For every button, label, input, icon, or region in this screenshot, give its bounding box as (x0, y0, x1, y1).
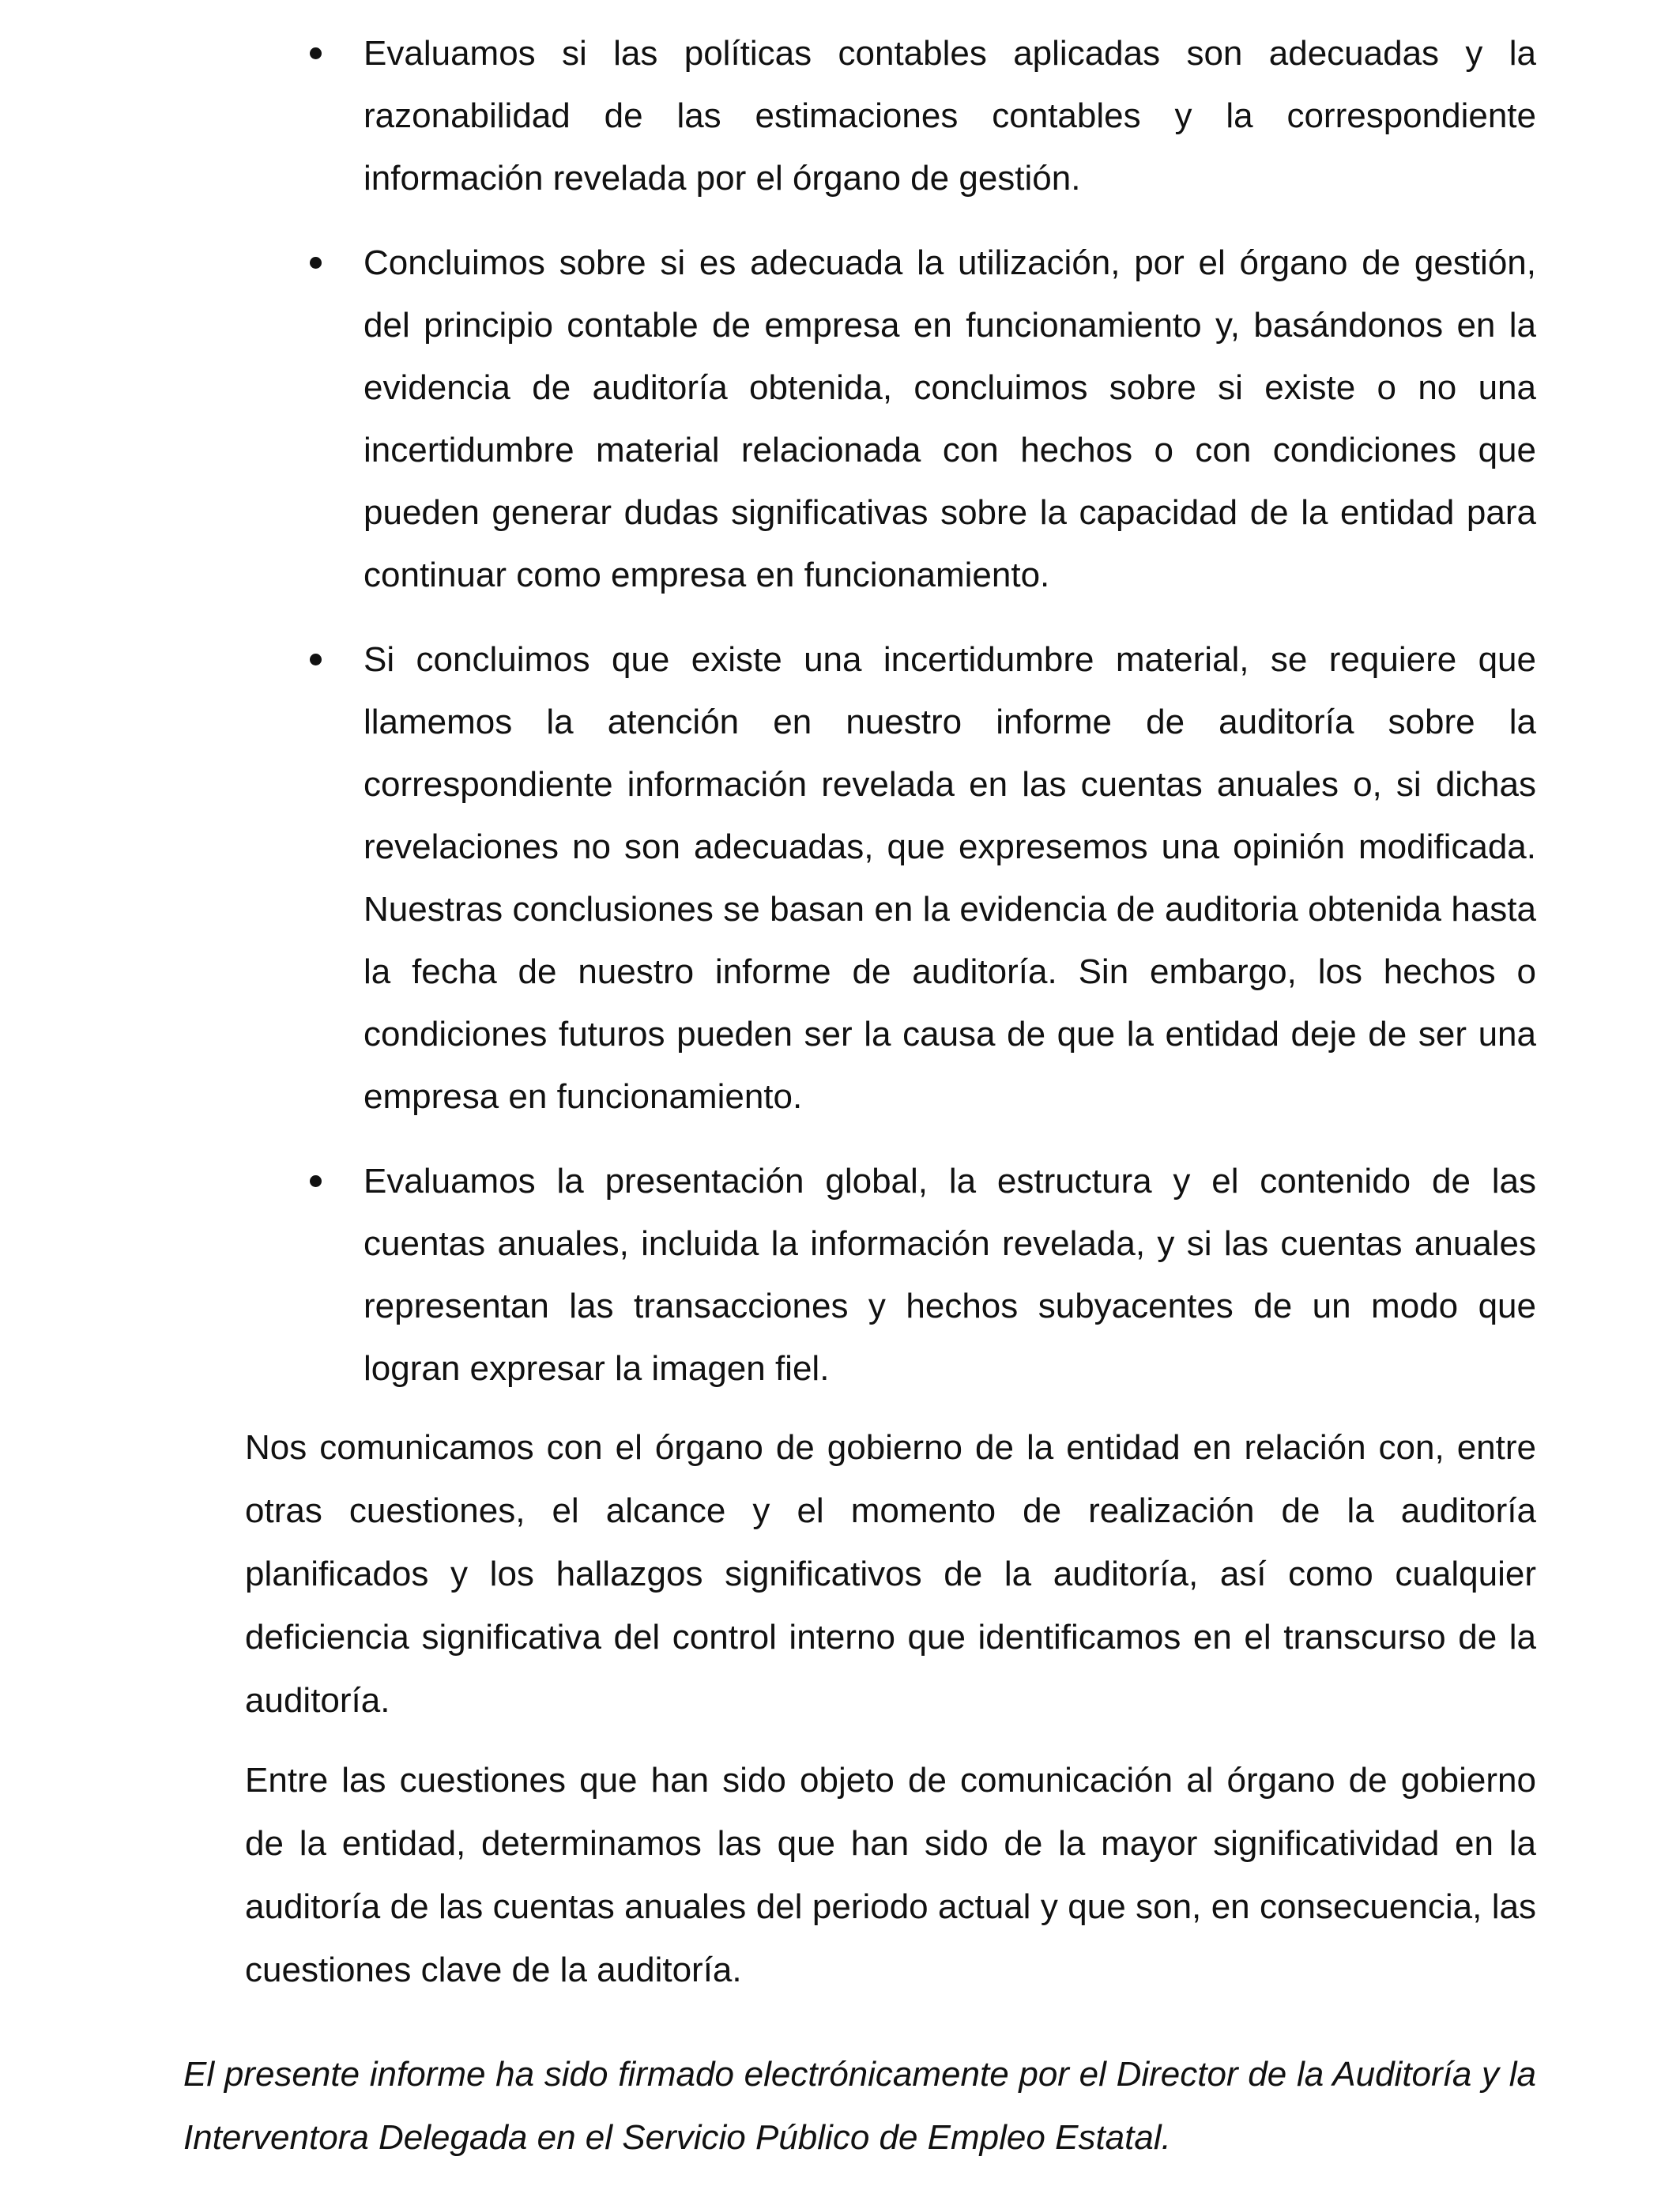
bullet-text: Concluimos sobre si es adecuada la utilización, por el órgano de gestión, del principio contable de empresa en funcionamiento y, basándonos en la evidencia de auditoría obtenida, concluimos sobre si existe o no una incertidumbre material relacionada con hechos o con condiciones que pueden generar dudas significativas sobre la capacidad de la entidad para continuar como empresa en funcionamiento. (363, 243, 1536, 594)
paragraph-communication: Nos comunicamos con el órgano de gobierno de la entidad en relación con, entre otras cuestiones, el alcance y el momento de realización de la auditoría planificados y los hallazgos significativos de la auditoría, así como cualquier deficiencia significativa del control interno que identificamos en el transcurso de la auditoría. (245, 1428, 1536, 1720)
signature-note: El presente informe ha sido firmado electrónicamente por el Director de la Auditoría y la Interventora Delegada en el Servicio Público de Empleo Estatal. (183, 2055, 1536, 2157)
bullet-item-material-uncertainty (300, 628, 1536, 1128)
bullet-list (300, 22, 1536, 1422)
bullet-icon (310, 1175, 322, 1187)
bullet-icon (310, 47, 322, 59)
bullet-text: Evaluamos si las políticas contables aplicadas son adecuadas y la razonabilidad de las estimaciones contables y la correspondiente información revelada por el órgano de gestión. (363, 34, 1536, 198)
paragraph-key-audit-matters: Entre las cuestiones que han sido objeto de comunicación al órgano de gobierno de la entidad, determinamos las que han sido de la mayor significatividad en la auditoría de las cuentas anuales del periodo actual y que son, en consecuencia, las cuestiones clave de la auditoría. (245, 1761, 1536, 1989)
bullet-text: Si concluimos que existe una incertidumbre material, se requiere que llamemos la atención en nuestro informe de auditoría sobre la correspondiente información revelada en las cuentas anuales o, si dichas revelaciones no son adecuadas, que expresemos una opinión modificada. Nuestras conclusiones se basan en la evidencia de auditoria obtenida hasta la fecha de nuestro informe de auditoría. Sin embargo, los hechos o condiciones futuros pueden ser la causa de que la entidad deje de ser una empresa en funcionamiento. (363, 640, 1536, 1116)
bullet-icon (310, 257, 322, 269)
bullet-item-going-concern (300, 232, 1536, 606)
bullet-text: Evaluamos la presentación global, la estructura y el contenido de las cuentas anuales, incluida la información revelada, y si las cuentas anuales representan las transacciones y hechos subyacentes de un modo que logran expresar la imagen fiel. (363, 1162, 1536, 1388)
bullet-icon (310, 654, 322, 665)
bullet-item-accounting-policies (300, 22, 1536, 209)
bullet-item-overall-presentation (300, 1150, 1536, 1400)
